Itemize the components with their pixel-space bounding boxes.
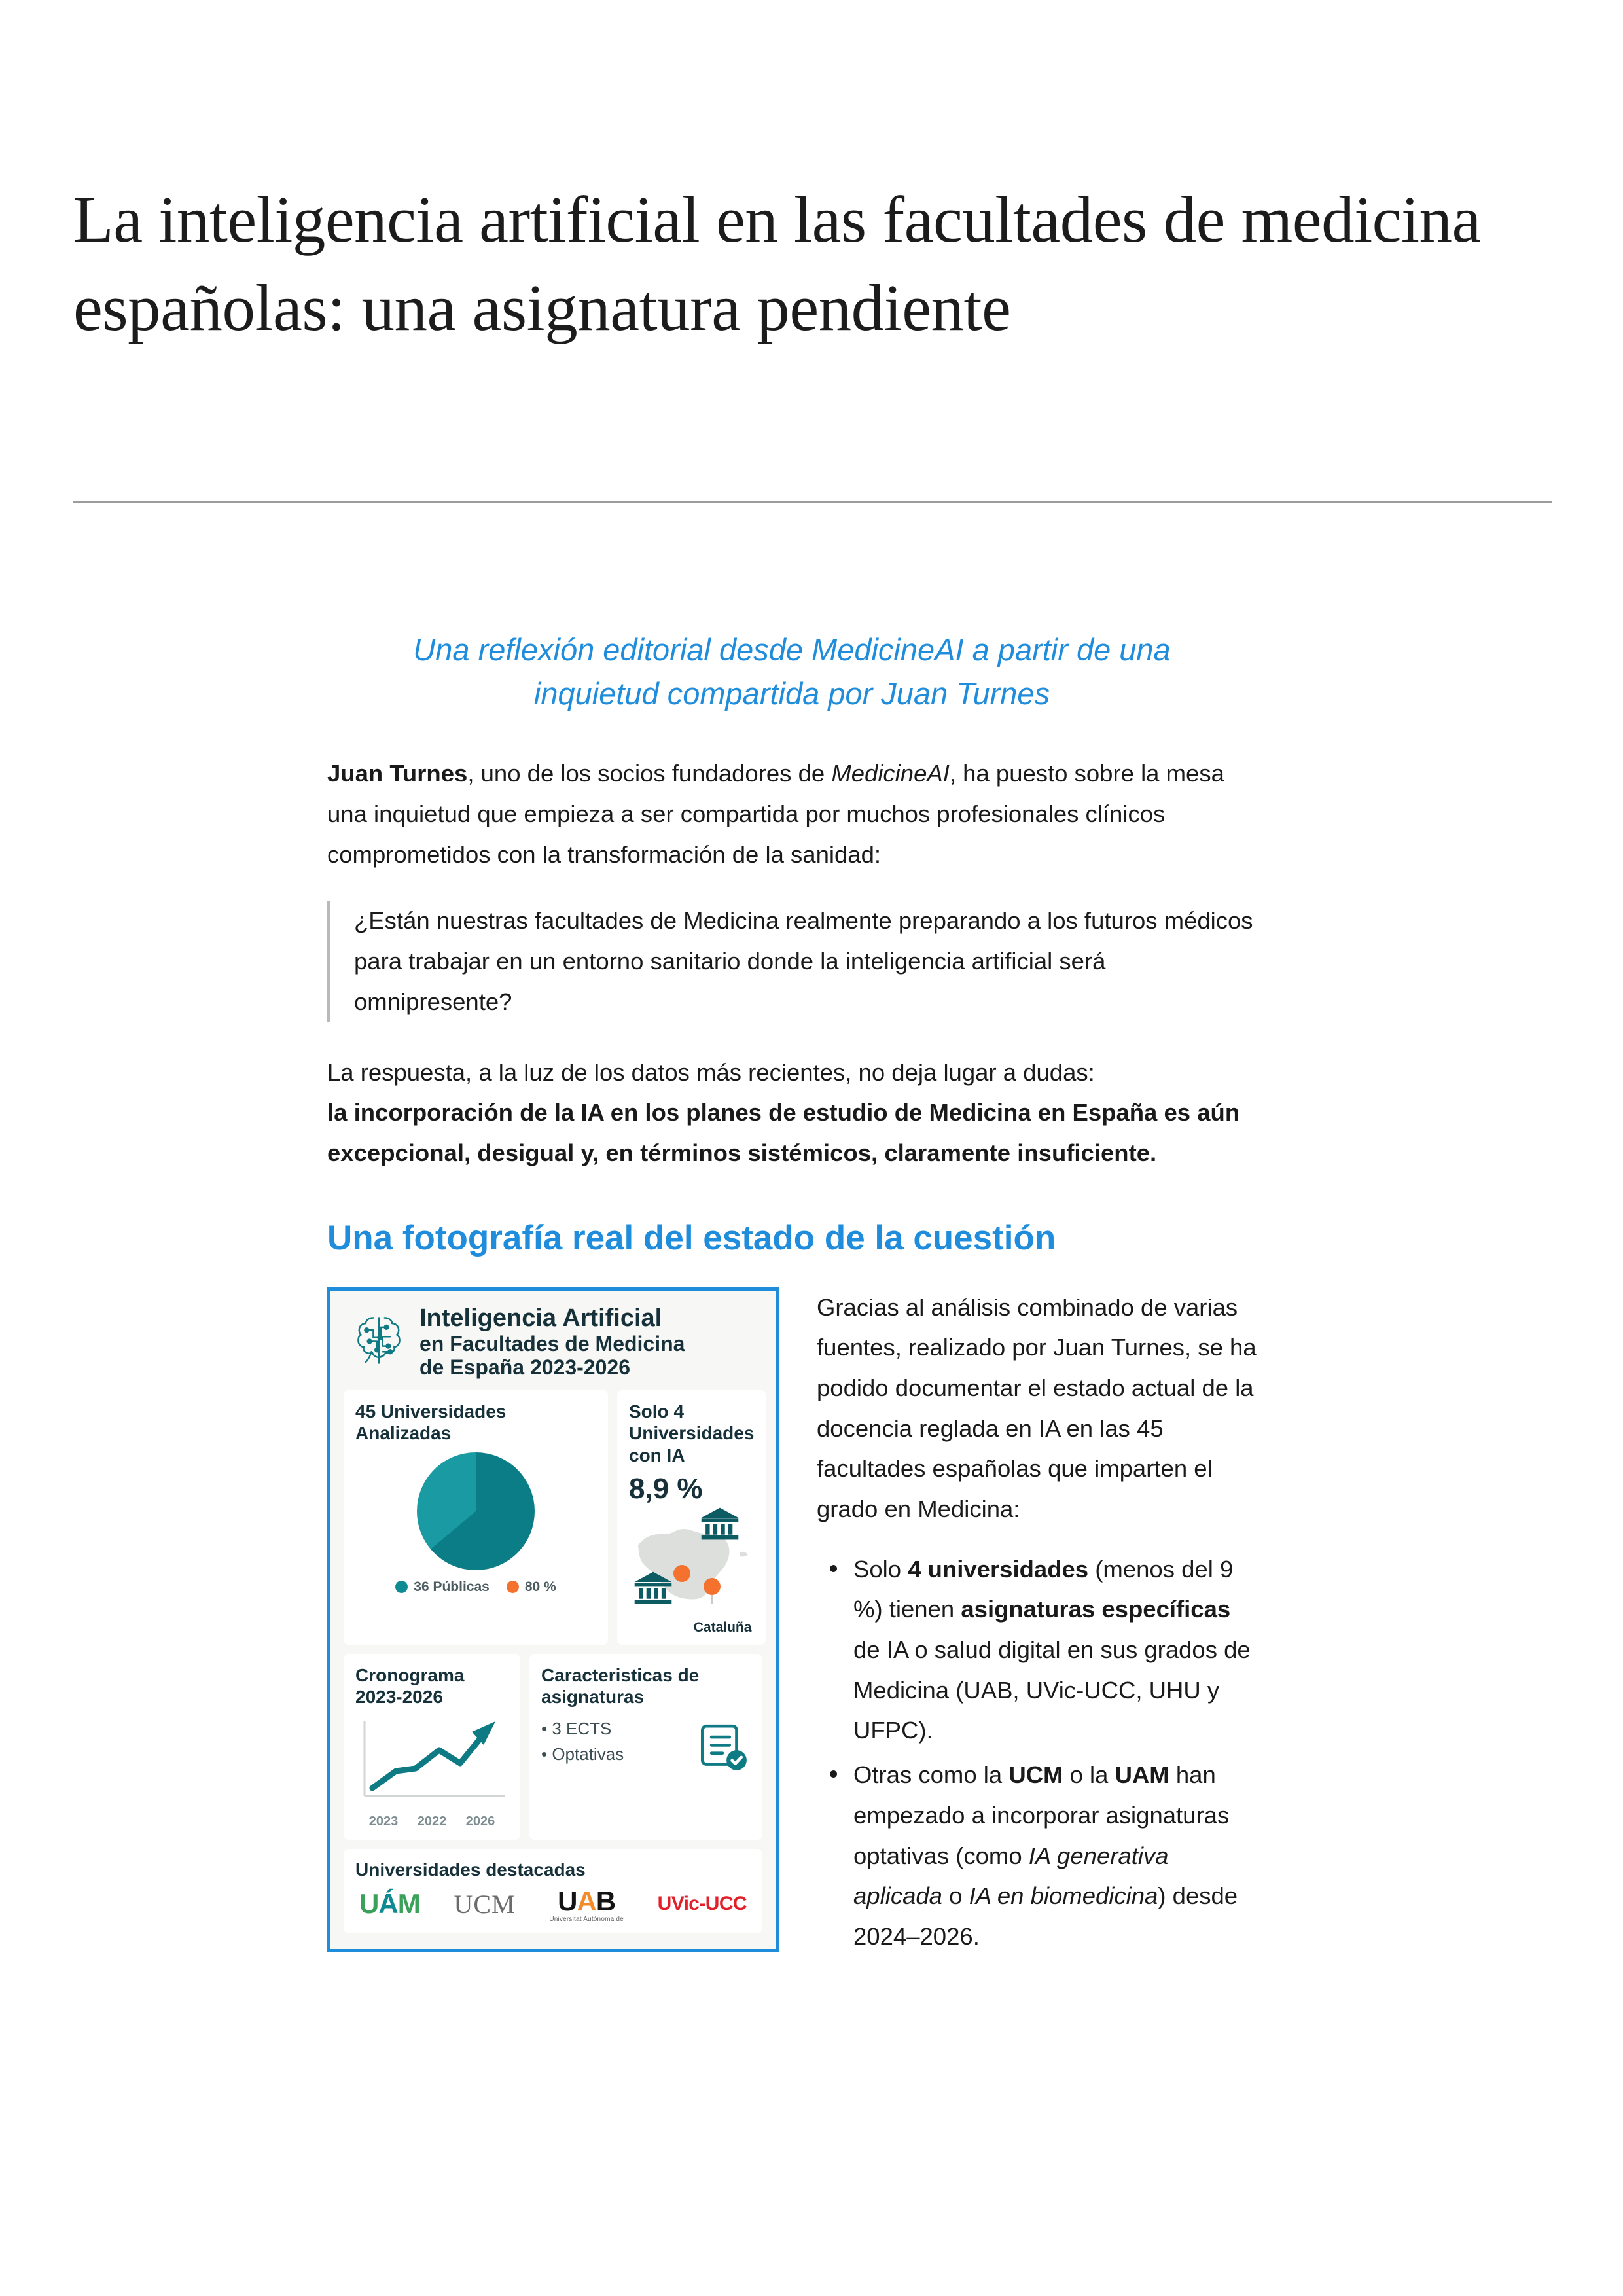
logo-uvic-ucc: UVic-UCC xyxy=(657,1893,747,1915)
logo-uab-b: B xyxy=(596,1885,616,1916)
findings-list xyxy=(817,1549,1257,1957)
list-item xyxy=(853,1549,1257,1751)
timeline-year-1: 2022 xyxy=(417,1814,447,1829)
featured-universities-card xyxy=(344,1849,762,1933)
feature-item-ects: • 3 ECTS xyxy=(541,1718,612,1738)
legend-dot-orange xyxy=(507,1581,519,1593)
logo-uam-a: Á xyxy=(378,1888,398,1920)
bullet-1-text-1: Solo xyxy=(853,1555,908,1583)
university-logos-row xyxy=(355,1886,751,1923)
pull-quote xyxy=(327,901,1257,1022)
legend-label-publicas: 36 Públicas xyxy=(414,1579,490,1594)
intro-brand-name: MedicineAI xyxy=(831,760,950,787)
bullet-2-text-3: han empezado a incorporar asignaturas optativas (como xyxy=(853,1761,1230,1869)
bullet-2-italic-2: IA en biomedicina xyxy=(969,1882,1158,1910)
pie-chart xyxy=(417,1452,535,1570)
pie-legend xyxy=(355,1579,596,1595)
infographic-title-line1: Inteligencia Artificial xyxy=(419,1304,662,1332)
features-list xyxy=(541,1716,624,1767)
list-item xyxy=(853,1755,1257,1956)
timeline-card-heading: Cronograma 2023-2026 xyxy=(355,1664,465,1708)
logo-uab xyxy=(558,1886,615,1916)
region-label-cataluna: Cataluña xyxy=(693,1619,752,1635)
map-card xyxy=(617,1390,766,1645)
timeline-year-0: 2023 xyxy=(368,1814,399,1829)
feature-item-optativas: • Optativas xyxy=(541,1744,624,1764)
logo-uab-a: A xyxy=(577,1885,596,1916)
bullet-2-text-1: Otras como la xyxy=(853,1761,1009,1789)
page-title: La inteligencia artificial en las facultades de medicina españolas: una asignatura pendiente xyxy=(73,183,1481,345)
article-body xyxy=(327,628,1257,1961)
infographic-card xyxy=(327,1287,779,1952)
bullet-2-text-4: o xyxy=(942,1882,969,1910)
timeline-year-2: 2026 xyxy=(465,1814,495,1829)
pull-quote-text: ¿Están nuestras facultades de Medicina realmente preparando a los futuros médicos para trabajar en un entorno sanitario donde la inteligencia artificial será omnipresente? xyxy=(354,907,1253,1015)
intro-text-2: , ha puesto sobre la mesa una inquietud que empieza a ser compartida por muchos profesionales clínicos comprometidos con la transformación de la sanidad: xyxy=(327,760,1224,868)
header-divider xyxy=(73,501,1552,503)
intro-author-name: Juan Turnes xyxy=(327,760,468,787)
section-heading: Una fotografía real del estado de la cuestión xyxy=(327,1218,1056,1257)
logo-uab-subtitle: Universitat Autònoma de xyxy=(549,1915,624,1923)
two-column-area xyxy=(327,1287,1257,1961)
infographic-column xyxy=(327,1287,785,1952)
bullet-1-bold-2: asignaturas específicas xyxy=(961,1596,1231,1623)
infographic-title-line2: en Facultades de Medicina xyxy=(419,1331,685,1355)
timeline-year-labels xyxy=(355,1814,508,1829)
bullet-2-bold-1: UCM xyxy=(1008,1761,1063,1789)
legend-dot-teal xyxy=(395,1581,408,1593)
infographic-header xyxy=(344,1305,762,1380)
features-body xyxy=(541,1716,751,1780)
map-card-heading: Solo 4 Universidades con IA xyxy=(629,1401,755,1465)
bullet-2-bold-2: UAM xyxy=(1115,1761,1169,1789)
document-check-icon xyxy=(694,1720,751,1780)
bullet-1-text-3: de IA o salud digital en sus grados de Medicina (UAB, UVic-UCC, UHU y UFPC). xyxy=(853,1636,1251,1744)
intro-text-1: , uno de los socios fundadores de xyxy=(467,760,832,787)
legend-item-publicas xyxy=(395,1579,490,1595)
infographic-row-top xyxy=(344,1390,762,1645)
emphasis-strong: la incorporación de la IA en los planes de estudio de Medicina en España es aún excepcional, desigual y, en términos sistémicos, claramente insuficiente. xyxy=(327,1099,1240,1166)
features-card-heading: Caracteristicas de asignaturas xyxy=(541,1664,700,1708)
logo-uam-u: U xyxy=(359,1888,379,1920)
pie-chart-wrap xyxy=(355,1452,596,1570)
logo-ucm: UCM xyxy=(454,1889,516,1919)
bullet-1-text-2: (menos del 9 %) tienen xyxy=(853,1555,1234,1623)
bullet-2-text-5: ) desde 2024–2026. xyxy=(853,1882,1238,1950)
article-subtitle: Una reflexión editorial desde MedicineAI a partir de una inquietud compartida por Juan Turnes xyxy=(413,632,1171,711)
title-block xyxy=(73,175,1559,353)
pie-card-heading: 45 Universidades Analizadas xyxy=(355,1401,507,1444)
timeline-card xyxy=(344,1654,520,1840)
subject-features-card xyxy=(529,1654,762,1840)
infographic-title-line3: de España 2023-2026 xyxy=(419,1355,630,1380)
emphasis-paragraph xyxy=(327,1052,1257,1174)
logo-uab-wrap xyxy=(549,1886,624,1923)
timeline-chart xyxy=(355,1715,508,1813)
logo-uab-u: U xyxy=(558,1885,577,1916)
analysis-paragraph: Gracias al análisis combinado de varias fuentes, realizado por Juan Turnes, se ha podido documentar el estado actual de la docencia reglada en IA en las 45 facultades españolas que imparten el grado en Medicina: xyxy=(817,1293,1257,1523)
infographic-title-group xyxy=(419,1305,685,1380)
bullet-1-bold-1: 4 universidades xyxy=(908,1555,1089,1583)
emphasis-lead: La respuesta, a la luz de los datos más recientes, no deja lugar a dudas: xyxy=(327,1058,1095,1086)
logo-uam-m: M xyxy=(397,1888,420,1920)
spain-map-area xyxy=(629,1506,754,1634)
bullet-2-text-2: o la xyxy=(1063,1761,1115,1789)
infographic-row-middle xyxy=(344,1654,762,1840)
featured-universities-heading: Universidades destacadas xyxy=(355,1859,586,1880)
text-column xyxy=(817,1287,1257,1961)
legend-item-percent xyxy=(507,1579,556,1595)
map-card-percent: 8,9 % xyxy=(629,1472,703,1505)
intro-paragraph xyxy=(327,753,1257,874)
brain-circuit-icon xyxy=(349,1310,409,1374)
universities-pie-card xyxy=(344,1390,608,1645)
legend-label-percent: 80 % xyxy=(524,1579,556,1594)
bullet-2-italic-1: IA generativa aplicada xyxy=(853,1842,1169,1910)
logo-uam xyxy=(359,1888,420,1920)
